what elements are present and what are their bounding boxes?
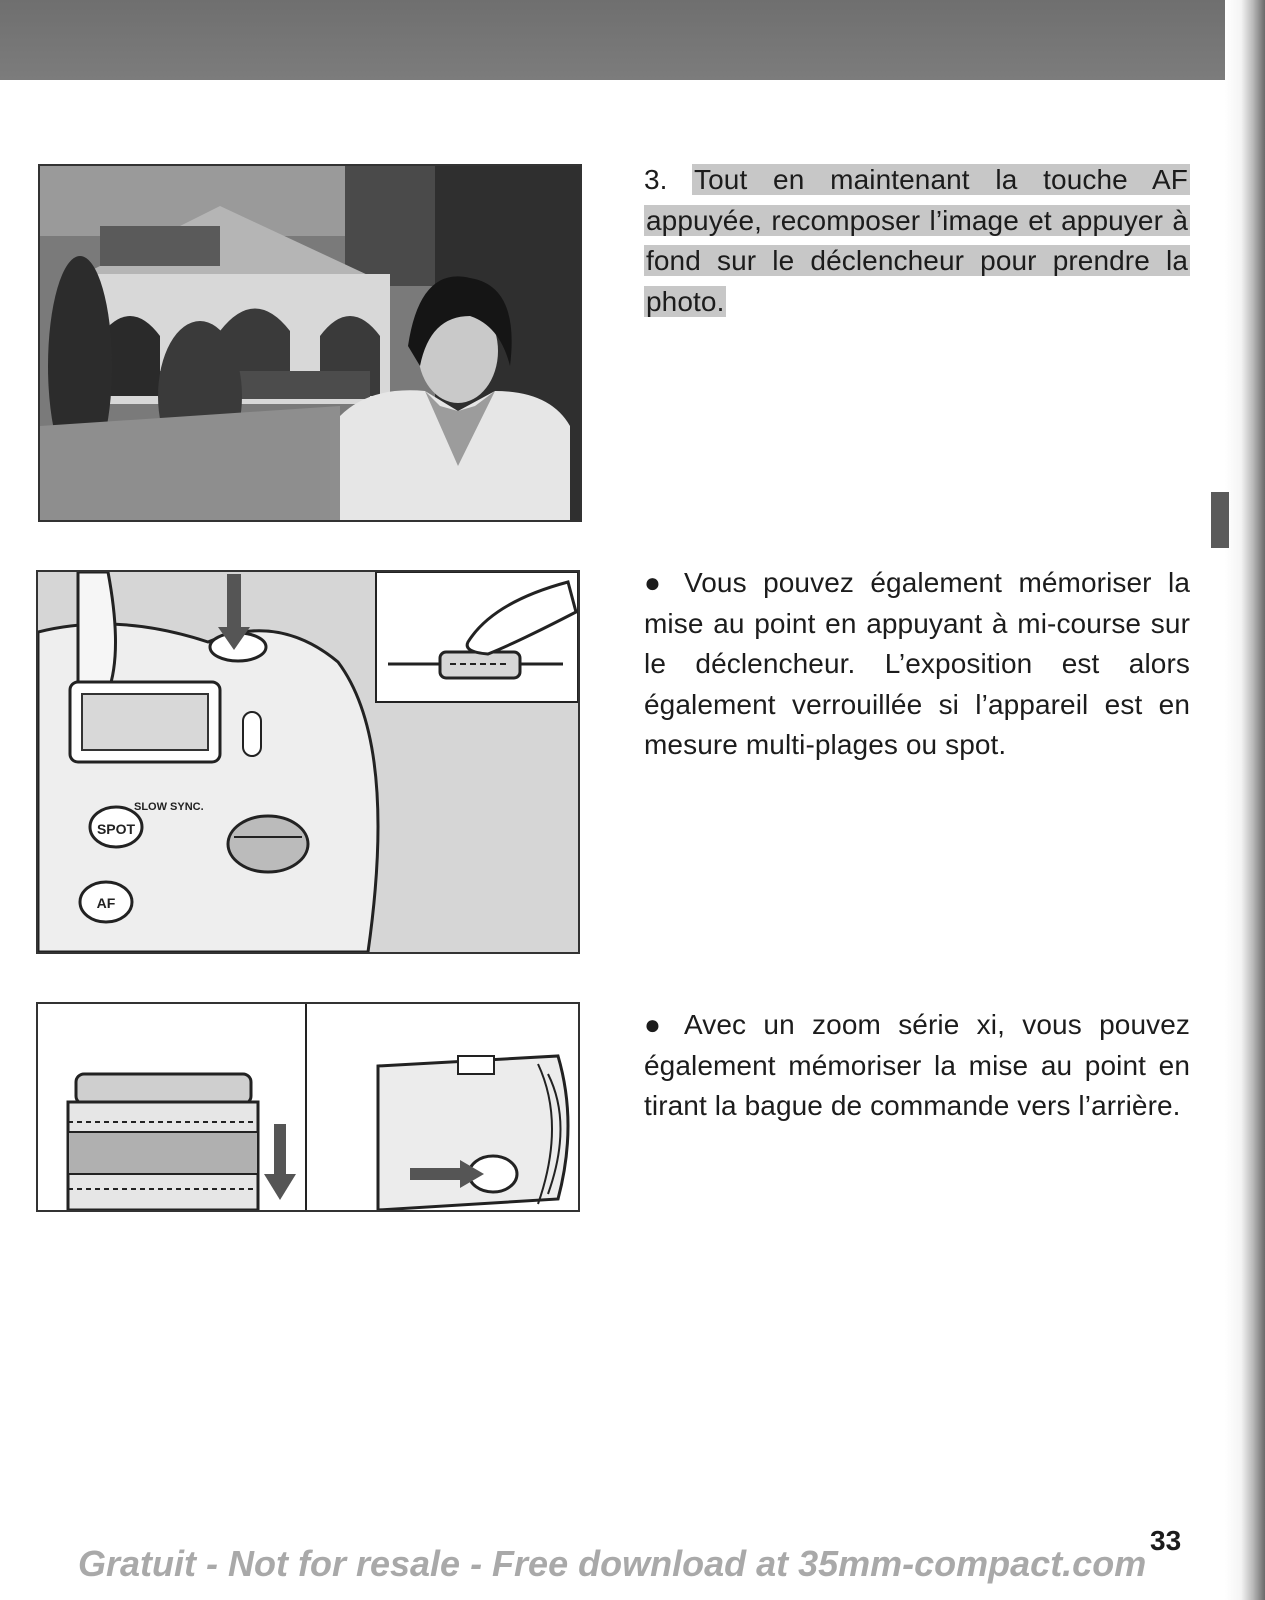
zoom-lens-ring-illustration [36, 1002, 580, 1212]
step-3-instruction [644, 160, 1190, 322]
page-binding-edge [1225, 0, 1265, 1600]
top-band [0, 0, 1265, 80]
note-zoom-xi-ring [644, 1005, 1190, 1127]
photo-woman-recomposed [38, 164, 582, 522]
note-2-text: Avec un zoom série xi, vous pouvez également mémoriser la mise au point en tirant la bague de commande vers l’arrière. [644, 1009, 1190, 1121]
note-half-press-shutter [644, 563, 1190, 766]
note-1-text: Vous pouvez également mémoriser la mise au point en appuyant à mi-course sur le déclencheur. L’exposition est alors également verrouillée si l’appareil est en mesure multi-plages ou spot. [644, 567, 1190, 760]
bullet-icon: ● [644, 1009, 662, 1040]
af-button-label: AF [96, 895, 116, 911]
step-number: 3. [644, 164, 668, 195]
slow-sync-label: SLOW SYNC. [134, 801, 204, 813]
bullet-icon: ● [644, 567, 662, 598]
section-tab-marker [1211, 492, 1229, 548]
camera-shutter-release-illustration [36, 570, 580, 954]
spot-button-label: SPOT [96, 821, 136, 837]
step-3-text: Tout en maintenant la touche AF appuyée, recomposer l’image et appuyer à fond sur le déclencheur pour prendre la photo. [646, 164, 1188, 317]
page-number: 33 [1150, 1525, 1182, 1556]
watermark: Gratuit - Not for resale - Free download at 35mm-compact.com [78, 1543, 1147, 1584]
